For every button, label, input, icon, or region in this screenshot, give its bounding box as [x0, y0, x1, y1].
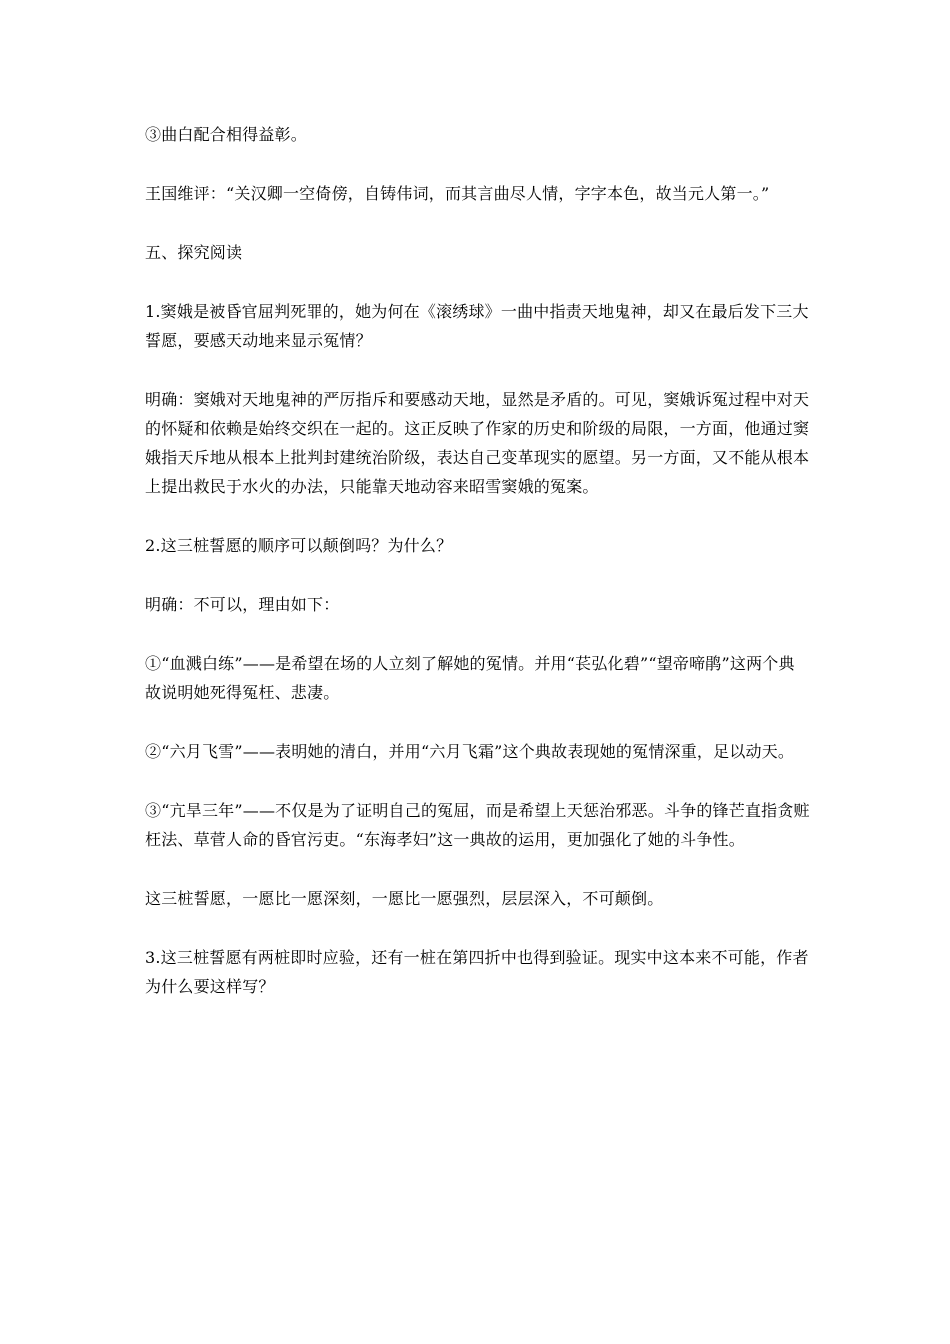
question-2: 2.这三桩誓愿的顺序可以颠倒吗？为什么？ — [145, 536, 453, 555]
wang-guowei-comment: 王国维评：“关汉卿一空倚傍，自铸伟词，而其言曲尽人情，字字本色，故当元人第一。” — [145, 184, 770, 203]
document-page — [145, 120, 810, 1001]
section-heading-inquiry-reading: 五、探究阅读 — [145, 243, 243, 262]
point-3-qu-bai: ③曲白配合相得益彰。 — [145, 125, 308, 144]
answer-2-point-1: ①“血溅白练”——是希望在场的人立刻了解她的冤情。并用“苌弘化碧”“望帝啼鹃”这两个典故说明她死得冤枉、悲凄。 — [145, 654, 795, 702]
question-3: 3.这三桩誓愿有两桩即时应验，还有一桩在第四折中也得到验证。现实中这本来不可能，作者为什么要这样写？ — [145, 948, 809, 996]
answer-2-summary: 这三桩誓愿，一愿比一愿深刻，一愿比一愿强烈，层层深入，不可颠倒。 — [145, 889, 664, 908]
question-1: 1.窦娥是被昏官屈判死罪的，她为何在《滚绣球》一曲中指责天地鬼神，却又在最后发下三大誓愿，要感天动地来显示冤情？ — [145, 302, 809, 350]
answer-2-point-2: ②“六月飞雪”——表明她的清白，并用“六月飞霜”这个典故表现她的冤情深重，足以动天。 — [145, 742, 795, 761]
answer-2-point-3: ③“亢旱三年”——不仅是为了证明自己的冤屈，而是希望上天惩治邪恶。斗争的锋芒直指贪赃枉法、草菅人命的昏官污吏。“东海孝妇”这一典故的运用，更加强化了她的斗争性。 — [145, 801, 810, 849]
answer-1: 明确：窦娥对天地鬼神的严厉指斥和要感动天地，显然是矛盾的。可见，窦娥诉冤过程中对天的怀疑和依赖是始终交织在一起的。这正反映了作家的历史和阶级的局限，一方面，他通过窦娥指天斥地从根本上批判封建统治阶级，表达自己变革现实的愿望。另一方面，又不能从根本上提出救民于水火的办法，只能靠天地动容来昭雪窦娥的冤案。 — [145, 390, 810, 496]
answer-2-intro: 明确：不可以，理由如下： — [145, 595, 340, 614]
